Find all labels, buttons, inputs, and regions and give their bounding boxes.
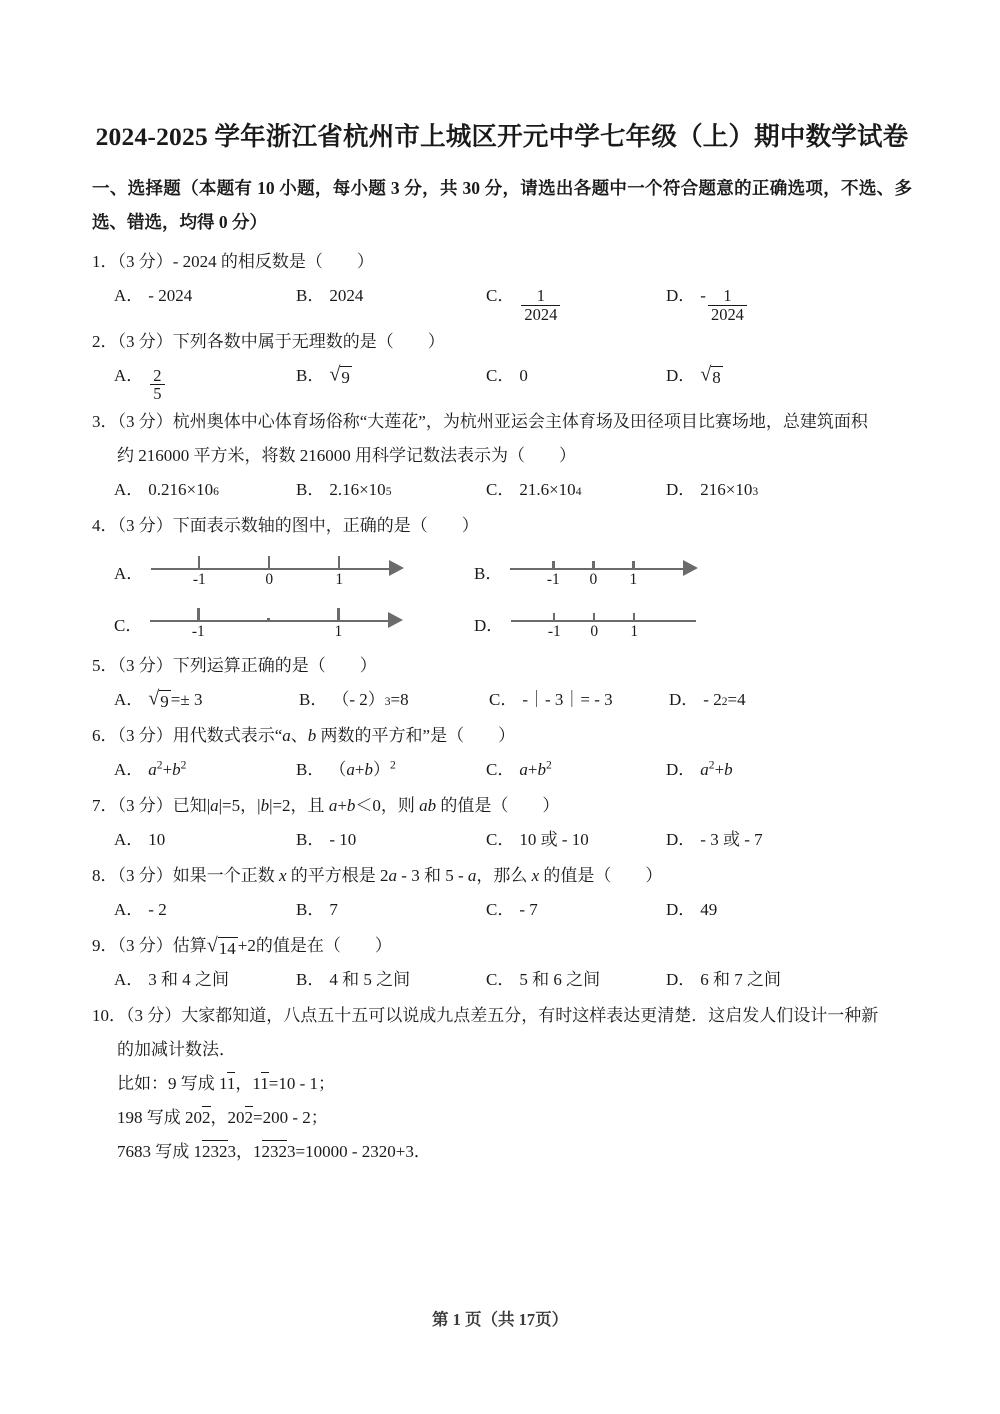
- option-7-d-label: D．: [666, 829, 696, 849]
- option-2-d-label: D．: [666, 365, 696, 385]
- radical-sign: √: [700, 363, 712, 386]
- option-3-a-base: 0.216×10: [148, 479, 214, 499]
- example-3-prefix: 7683 写成 1: [117, 1141, 202, 1161]
- overlined-digits: 232: [261, 1141, 287, 1161]
- question-10: [92, 999, 912, 1169]
- tick-label: 0: [265, 570, 274, 588]
- question-4-diagram-row-1: [92, 549, 912, 595]
- option-5-d[interactable]: D． - 2 2 =4: [669, 683, 746, 717]
- option-1-c[interactable]: [486, 279, 666, 323]
- option-5-d-label: D．: [669, 689, 699, 709]
- question-10-stem: 10．（3 分）大家都知道，八点五十五可以说成九点差五分，有时这样表达更清楚．这启发人们设计一种新 的加减计数法． 比如：9 写成 11，11=10 - 1； 198 写成 202，202=200 - 2； 7683 写成 12323，12323=10000 - 2320+3．: [92, 999, 912, 1169]
- question-10-score: （3 分）: [126, 1005, 182, 1025]
- option-2-b-radical: [329, 365, 352, 388]
- question-5-number: 5: [92, 655, 101, 675]
- option-9-c-label: C．: [486, 969, 515, 989]
- option-7-d-value: - 3 或 - 7: [700, 829, 763, 849]
- option-8-d[interactable]: [666, 893, 836, 927]
- option-7-c-label: C．: [486, 829, 515, 849]
- option-7-b-label: B．: [296, 829, 325, 849]
- overlined-digits: 1: [260, 1073, 269, 1093]
- question-1-options: [92, 279, 912, 323]
- option-4-b[interactable]: [474, 549, 700, 595]
- example-3-tail1: 3: [227, 1141, 236, 1161]
- option-3-c[interactable]: C． 21.6×10 4: [486, 473, 666, 507]
- option-8-c[interactable]: [486, 893, 666, 927]
- fraction-numerator: 1: [536, 286, 545, 306]
- question-6-score: （3 分）: [117, 725, 173, 745]
- option-9-c-value: 5 和 6 之间: [519, 969, 601, 989]
- example-1-suffix: =10 - 1；: [268, 1073, 335, 1093]
- question-5-stem: 5．（3 分）下列运算正确的是（ ）: [92, 655, 377, 675]
- number-line-b: [510, 549, 700, 595]
- question-8: [92, 859, 912, 927]
- question-9-radical: [207, 936, 238, 959]
- option-9-d-label: D．: [666, 969, 696, 989]
- fraction-numerator: 1: [723, 286, 732, 306]
- option-6-c-label: C．: [486, 759, 515, 779]
- option-4-b-label: B．: [474, 564, 503, 584]
- option-2-c[interactable]: [486, 359, 666, 393]
- option-3-d-base: 216×10: [700, 479, 753, 499]
- tick-label: 1: [334, 622, 343, 640]
- tick-label: -1: [192, 570, 206, 588]
- question-8-text: 如果一个正数 x 的平方根是 2a - 3 和 5 - a，那么 x 的值是（ ）: [172, 865, 663, 885]
- option-5-b[interactable]: B． （- 2） 3 =8: [299, 683, 489, 717]
- footer-middle: 页（共: [464, 1310, 515, 1329]
- option-1-b-label: B．: [296, 286, 325, 306]
- question-7-number: 7: [92, 795, 101, 815]
- option-8-d-label: D．: [666, 899, 696, 919]
- question-1-stem: 1．（3 分）- 2024 的相反数是（ ）: [92, 252, 374, 272]
- option-6-d[interactable]: [666, 753, 836, 787]
- question-6-number: 6: [92, 725, 101, 745]
- option-1-c-label: C．: [486, 286, 515, 306]
- option-9-a-value: 3 和 4 之间: [148, 969, 230, 989]
- section-heading: 一、选择题（本题有 10 小题，每小题 3 分，共 30 分，请选出各题中一个符合题意的正确选项，不选、多选、错选，均得 0 分）: [92, 178, 912, 233]
- footer-suffix: 页）: [535, 1310, 569, 1329]
- option-2-a-label: A．: [114, 365, 144, 385]
- question-7-stem: 7．（3 分）已知|a|=5，|b|=2，且 a+b＜0，则 ab 的值是（ ）: [92, 795, 560, 815]
- option-6-c-value: $a+b^2$: [519, 757, 552, 779]
- question-2-number: 2: [92, 331, 101, 351]
- question-5-options: [92, 683, 912, 717]
- option-8-a-value: - 2: [148, 899, 167, 919]
- option-2-c-value: 0: [519, 365, 528, 385]
- option-7-b[interactable]: [296, 823, 486, 857]
- option-3-d[interactable]: D． 216×10 3: [666, 473, 836, 507]
- option-4-a[interactable]: [114, 549, 474, 595]
- option-6-c[interactable]: [486, 753, 666, 787]
- option-8-c-label: C．: [486, 899, 515, 919]
- radicand: 9: [160, 691, 169, 711]
- option-4-c-label: C．: [114, 616, 143, 636]
- option-2-b-label: B．: [296, 365, 325, 385]
- option-8-a-label: A．: [114, 899, 144, 919]
- question-9-score: （3 分）: [117, 935, 173, 955]
- option-9-d-value: 6 和 7 之间: [700, 969, 782, 989]
- option-3-b[interactable]: B． 2.16×10 5: [296, 473, 486, 507]
- radicand: 8: [712, 367, 721, 387]
- option-2-d[interactable]: [666, 359, 836, 393]
- question-7-options: [92, 823, 912, 857]
- option-8-b[interactable]: [296, 893, 486, 927]
- tick-label: -1: [547, 622, 561, 640]
- question-7: [92, 789, 912, 857]
- question-10-example-3: [92, 1135, 912, 1169]
- footer-total-pages: 17: [518, 1310, 536, 1329]
- question-7-score: （3 分）: [117, 795, 173, 815]
- question-9-number: 9: [92, 935, 101, 955]
- option-1-d-fraction: [708, 287, 747, 323]
- option-6-d-value: $a^2+b$: [700, 757, 733, 779]
- question-8-score: （3 分）: [117, 865, 173, 885]
- example-3-tail2: 3: [287, 1141, 296, 1161]
- option-2-d-radical: [700, 365, 723, 388]
- option-8-b-value: 7: [329, 899, 338, 919]
- radical-sign: √: [206, 934, 218, 957]
- option-5-b-tail: =8: [390, 689, 409, 709]
- option-4-c[interactable]: [114, 601, 474, 647]
- tick-label: 0: [589, 570, 598, 588]
- option-9-c[interactable]: [486, 963, 666, 997]
- option-1-a-value: - 2024: [148, 286, 193, 306]
- option-5-c-label: C．: [489, 689, 518, 709]
- question-10-example-1: [92, 1067, 912, 1101]
- radicand: 14: [218, 938, 236, 958]
- option-3-c-label: C．: [486, 479, 515, 499]
- question-9-text-pre: 估算: [172, 935, 207, 955]
- question-9-text-post: +2的值是在（ ）: [237, 935, 392, 955]
- question-3-text-line2: 约 216000 平方米，将数 216000 用科学记数法表示为（ ）: [117, 445, 576, 465]
- option-4-a-label: A．: [114, 564, 144, 584]
- option-2-b[interactable]: [296, 359, 486, 393]
- option-6-d-label: D．: [666, 759, 696, 779]
- option-1-c-fraction: [521, 287, 560, 323]
- question-3-score: （3 分）: [117, 411, 173, 431]
- option-1-b-value: 2024: [329, 286, 364, 306]
- overlined-digits: 2: [202, 1107, 211, 1127]
- fraction-denominator: 2024: [521, 305, 560, 323]
- option-5-b-label: B．: [299, 689, 328, 709]
- option-7-a[interactable]: [114, 823, 296, 857]
- question-3-number: 3: [92, 411, 101, 431]
- example-3-suffix: =10000 - 2320+3．: [295, 1141, 431, 1161]
- question-4-diagram-row-2: [92, 601, 912, 647]
- footer-page-number: 1: [452, 1310, 461, 1329]
- tick-label: 1: [630, 622, 639, 640]
- option-7-c[interactable]: [486, 823, 666, 857]
- option-9-a-label: A．: [114, 969, 144, 989]
- question-9-options: [92, 963, 912, 997]
- fraction-denominator: 2024: [708, 305, 747, 323]
- page-footer: [0, 1306, 1000, 1330]
- question-8-options: [92, 893, 912, 927]
- question-6-text: 用代数式表示“a、b 两数的平方和”是（ ）: [172, 725, 516, 745]
- option-1-d[interactable]: [666, 279, 836, 323]
- question-10-text-line2: 的加减计数法．: [117, 1039, 236, 1059]
- fraction-numerator: 2: [153, 365, 162, 385]
- option-3-a-label: A．: [114, 479, 144, 499]
- page-title: 2024-2025 学年浙江省杭州市上城区开元中学七年级（上）期中数学试卷: [95, 122, 909, 151]
- question-1-number: 1: [92, 252, 101, 272]
- question-5-score: （3 分）: [117, 655, 173, 675]
- question-3-options: [92, 473, 912, 507]
- question-4-stem: 4．（3 分）下面表示数轴的图中，正确的是（ ）: [92, 515, 479, 535]
- option-3-c-base: 21.6×10: [519, 479, 576, 499]
- option-7-b-value: - 10: [329, 829, 357, 849]
- question-1-text: - 2024 的相反数是（ ）: [172, 252, 374, 272]
- example-2-suffix: =200 - 2；: [253, 1107, 328, 1127]
- option-2-c-label: C．: [486, 365, 515, 385]
- option-3-a[interactable]: A． 0.216×10 6: [114, 473, 296, 507]
- example-2-mid: ，20: [210, 1107, 245, 1127]
- tick-label: 1: [335, 570, 344, 588]
- option-6-a-value: $a^2+b^2$: [148, 757, 187, 779]
- example-1-prefix: 比如：9 写成 1: [117, 1073, 228, 1093]
- option-3-b-label: B．: [296, 479, 325, 499]
- radicand: 9: [341, 367, 350, 387]
- option-6-b-label: B．: [296, 759, 325, 779]
- example-1-mid: ，1: [235, 1073, 261, 1093]
- option-5-c[interactable]: [489, 683, 669, 717]
- question-6-stem: 6．（3 分）用代数式表示“a、b 两数的平方和”是（ ）: [92, 725, 516, 745]
- option-7-c-value: 10 或 - 10: [519, 829, 589, 849]
- option-1-d-label: D．: [666, 286, 696, 306]
- option-6-a-label: A．: [114, 759, 144, 779]
- option-4-d[interactable]: [474, 601, 701, 647]
- example-3-mid: ，1: [236, 1141, 262, 1161]
- fraction-denominator: 5: [150, 384, 164, 402]
- option-5-a[interactable]: [114, 683, 299, 717]
- question-2-score: （3 分）: [117, 331, 173, 351]
- number-line-a: [151, 549, 406, 595]
- question-4: [92, 509, 912, 647]
- overlined-digits: 232: [202, 1141, 228, 1161]
- option-2-a-fraction: [150, 367, 164, 403]
- question-3: [92, 405, 912, 507]
- question-10-number: 10: [92, 1005, 109, 1025]
- question-8-stem: 8．（3 分）如果一个正数 x 的平方根是 2a - 3 和 5 - a，那么 x 的值是（ ）: [92, 865, 663, 885]
- option-5-d-base: - 2: [703, 689, 722, 709]
- option-9-a[interactable]: [114, 963, 296, 997]
- option-5-a-label: A．: [114, 689, 144, 709]
- question-2-text: 下列各数中属于无理数的是（ ）: [172, 331, 445, 351]
- number-line-c: [150, 601, 405, 647]
- option-7-a-value: 10: [148, 829, 166, 849]
- question-10-example-2: [92, 1101, 912, 1135]
- question-1-score: （3 分）: [117, 252, 173, 272]
- question-7-text: 已知|a|=5，|b|=2，且 a+b＜0，则 ab 的值是（ ）: [172, 795, 560, 815]
- overlined-digits: 1: [227, 1073, 236, 1093]
- tick-label: -1: [546, 570, 560, 588]
- option-1-a[interactable]: [114, 279, 296, 313]
- question-4-score: （3 分）: [117, 515, 173, 535]
- question-1: [92, 245, 912, 323]
- question-10-text-line1: 大家都知道，八点五十五可以说成九点差五分，有时这样表达更清楚．这启发人们设计一种新: [181, 1005, 879, 1025]
- option-8-a[interactable]: [114, 893, 296, 927]
- option-1-a-label: A．: [114, 286, 144, 306]
- option-1-d-sign: -: [700, 286, 706, 306]
- question-9: [92, 929, 912, 997]
- number-line-d: [511, 601, 701, 647]
- option-3-b-base: 2.16×10: [329, 479, 386, 499]
- option-7-a-label: A．: [114, 829, 144, 849]
- option-6-b[interactable]: [296, 753, 486, 787]
- question-3-stem: 3．（3 分）杭州奥体中心体育场俗称“大莲花”，为杭州亚运会主体育场及田径项目比赛场地，总建筑面积 约 216000 平方米，将数 216000 用科学记数法表示为（ ）: [92, 405, 912, 473]
- option-5-a-radical: [148, 689, 171, 712]
- question-2-options: [92, 359, 912, 403]
- option-5-c-value: -｜- 3｜= - 3: [522, 689, 613, 709]
- option-2-a[interactable]: [114, 359, 296, 403]
- option-5-b-base: （- 2）: [332, 689, 385, 709]
- question-6: [92, 719, 912, 787]
- question-4-text: 下面表示数轴的图中，正确的是（ ）: [172, 515, 479, 535]
- option-8-b-label: B．: [296, 899, 325, 919]
- footer-prefix: 第: [431, 1310, 449, 1329]
- question-6-options: [92, 753, 912, 787]
- option-8-d-value: 49: [700, 899, 718, 919]
- question-5: [92, 649, 912, 717]
- radical-sign: √: [148, 687, 160, 710]
- option-5-a-tail: =± 3: [170, 689, 203, 709]
- option-6-a[interactable]: [114, 753, 296, 787]
- option-9-b-label: B．: [296, 969, 325, 989]
- question-2: [92, 325, 912, 403]
- option-9-b-value: 4 和 5 之间: [329, 969, 411, 989]
- option-1-b[interactable]: [296, 279, 486, 313]
- question-4-number: 4: [92, 515, 101, 535]
- tick-label: 1: [629, 570, 638, 588]
- question-5-text: 下列运算正确的是（ ）: [172, 655, 377, 675]
- question-9-stem: 9．（3 分）估算 √ 14 +2的值是在（ ）: [92, 934, 392, 958]
- option-5-d-tail: =4: [727, 689, 746, 709]
- option-7-d[interactable]: [666, 823, 836, 857]
- option-9-d[interactable]: [666, 963, 836, 997]
- option-4-d-label: D．: [474, 616, 504, 636]
- option-3-d-label: D．: [666, 479, 696, 499]
- option-8-c-value: - 7: [519, 899, 538, 919]
- radical-sign: √: [329, 363, 341, 386]
- question-3-text-line1: 杭州奥体中心体育场俗称“大莲花”，为杭州亚运会主体育场及田径项目比赛场地，总建筑面积: [172, 411, 868, 431]
- question-2-stem: 2．（3 分）下列各数中属于无理数的是（ ）: [92, 331, 445, 351]
- option-6-b-value: $(a+b)^2$: [329, 757, 396, 779]
- tick-label: 0: [590, 622, 599, 640]
- option-9-b[interactable]: [296, 963, 486, 997]
- question-8-number: 8: [92, 865, 101, 885]
- overlined-digits: 2: [244, 1107, 253, 1127]
- page-content: [92, 120, 912, 1171]
- tick-label: -1: [191, 622, 205, 640]
- example-2-prefix: 198 写成 20: [117, 1107, 202, 1127]
